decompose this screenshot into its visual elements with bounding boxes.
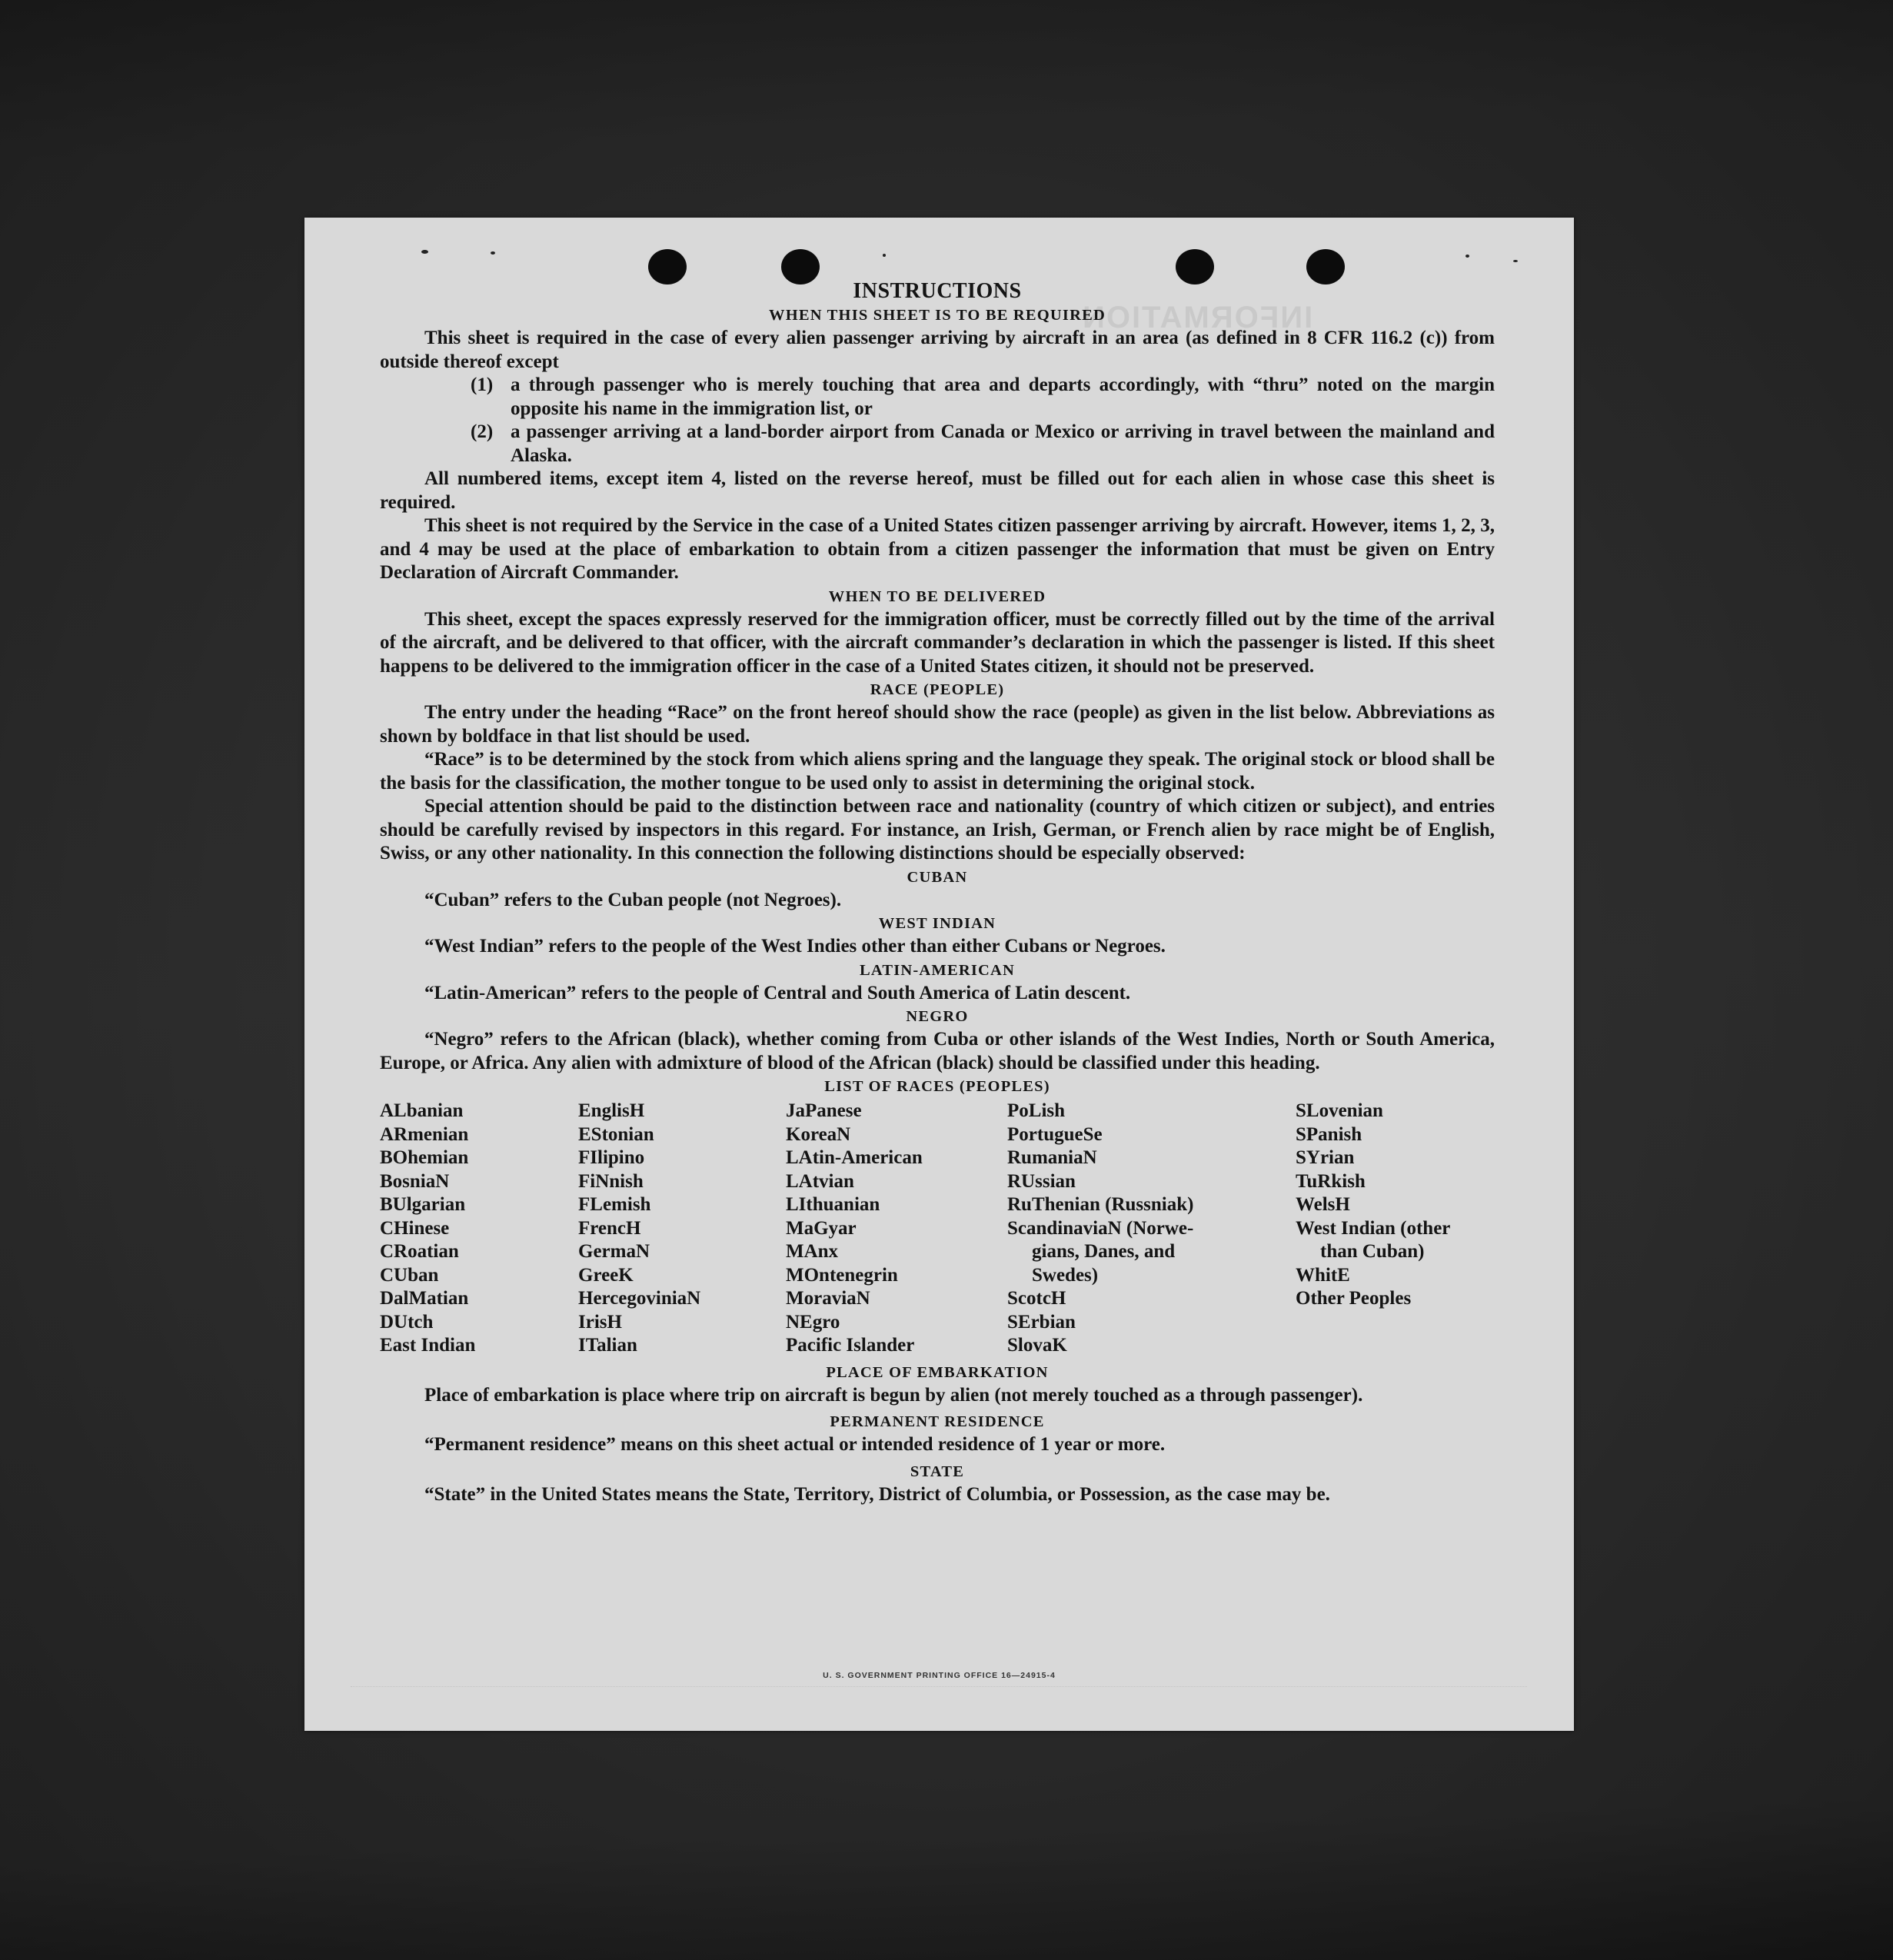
race-entry: GermaN: [578, 1241, 650, 1262]
required-intro: This sheet is required in the case of every alien passenger arriving by aircraft in an area (as defined in 8 CFR 116.2 (c)) from outside thereof except: [380, 328, 1495, 372]
speck: [491, 251, 495, 255]
race-entry: MaGyar: [786, 1217, 857, 1239]
west-indian-paragraph: “West Indian” refers to the people of the West Indies other than either Cubans or Negroes.: [424, 936, 1166, 957]
races-list: [380, 1100, 1495, 1358]
race-paragraph-2: “Race” is to be determined by the stock from which aliens spring and the language they speak. The original stock or blood shall be the basis for the classification, the mother tongue to be used only to assist in determining the original stock.: [380, 749, 1495, 794]
latin-american-paragraph: “Latin-American” refers to the people of Central and South America of Latin descent.: [424, 982, 1131, 1003]
printing-office-imprint: U. S. GOVERNMENT PRINTING OFFICE 16—24915-4: [823, 1671, 1056, 1680]
race-entry: LIthuanian: [786, 1194, 880, 1215]
exception-number: (1): [471, 374, 494, 395]
embarkation-paragraph: Place of embarkation is place where trip on aircraft is begun by alien (not merely touched as a through passenger).: [424, 1384, 1363, 1406]
race-entry: ITalian: [578, 1335, 637, 1356]
section-heading-required: WHEN THIS SHEET IS TO BE REQUIRED: [769, 307, 1106, 324]
race-entry: DUtch: [380, 1311, 434, 1333]
race-entry: ARmenian: [380, 1123, 469, 1145]
speck: [883, 254, 886, 257]
race-entry-continuation: than Cuban): [1320, 1241, 1425, 1262]
race-entry: MAnx: [786, 1241, 839, 1262]
race-entry: SLovenian: [1296, 1100, 1383, 1121]
document-page: [304, 218, 1574, 1731]
race-entry: MOntenegrin: [786, 1264, 898, 1286]
race-entry: BUlgarian: [380, 1194, 466, 1215]
exception-text: a passenger arriving at a land-border airport from Canada or Mexico or arriving in travel between the mainland and Alaska.: [511, 421, 1495, 466]
state-paragraph: “State” in the United States means the State, Territory, District of Columbia, or Possession, as the case may be.: [424, 1483, 1330, 1505]
delivered-paragraph: This sheet, except the spaces expressly reserved for the immigration officer, must be correctly filled out by the time of the arrival of the aircraft, and be delivered to that officer, with the aircraft commander’s declaration in which the passenger is listed. If this sheet happens to be delivered to the immigration officer in the case of a United States citizen, it should not be preserved.: [380, 608, 1495, 677]
residence-paragraph: “Permanent residence” means on this sheet actual or intended residence of 1 year or more.: [424, 1434, 1166, 1455]
section-heading-latin-american: LATIN-AMERICAN: [859, 961, 1016, 979]
race-entry: SPanish: [1296, 1123, 1362, 1145]
race-entry: WelsH: [1296, 1194, 1350, 1215]
race-entry: GreeK: [578, 1264, 634, 1286]
race-entry: RuThenian (Russniak): [1007, 1194, 1194, 1215]
race-paragraph-1: The entry under the heading “Race” on the front hereof should show the race (people) as given in the list below. Abbreviations as shown by boldface in that list should be used.: [380, 702, 1495, 747]
race-entry: ScotcH: [1007, 1288, 1066, 1309]
race-entry: FLemish: [578, 1194, 651, 1215]
required-paragraph-2: All numbered items, except item 4, listed on the reverse hereof, must be filled out for each alien in whose case this sheet is required.: [380, 468, 1495, 513]
race-entry-continuation: Swedes): [1032, 1264, 1099, 1286]
negro-paragraph: “Negro” refers to the African (black), whether coming from Cuba or other islands of the West Indies, North or South America, Europe, or Africa. Any alien with admixture of blood of the African (black) should be classified under this heading.: [380, 1029, 1495, 1073]
section-heading-race: RACE (PEOPLE): [870, 681, 1005, 698]
race-entry: BOhemian: [380, 1147, 469, 1168]
races-column-5: [1296, 1100, 1495, 1358]
bleed-through-lines: [351, 1686, 1527, 1718]
race-entry: EnglisH: [578, 1100, 645, 1121]
race-entry: Other Peoples: [1296, 1288, 1412, 1309]
race-entry: RumaniaN: [1007, 1147, 1097, 1168]
race-entry: TuRkish: [1296, 1170, 1366, 1192]
section-heading-state: STATE: [910, 1463, 965, 1480]
section-heading-list-of-races: LIST OF RACES (PEOPLES): [824, 1078, 1050, 1095]
race-entry: IrisH: [578, 1311, 622, 1333]
race-entry: BosniaN: [380, 1170, 450, 1192]
race-entry: West Indian (other: [1296, 1217, 1451, 1239]
exception-item: [471, 421, 1495, 468]
races-column-3: [786, 1100, 1007, 1358]
race-entry: LAtin-American: [786, 1147, 923, 1168]
race-entry: PortugueSe: [1007, 1123, 1103, 1145]
speck: [1513, 260, 1518, 262]
race-entry: SlovaK: [1007, 1335, 1067, 1356]
speck: [421, 250, 428, 254]
section-heading-embarkation: PLACE OF EMBARKATION: [826, 1363, 1049, 1381]
race-entry: FrencH: [578, 1217, 641, 1239]
race-entry: KoreaN: [786, 1123, 851, 1145]
race-entry: WhitE: [1296, 1264, 1350, 1286]
cuban-paragraph: “Cuban” refers to the Cuban people (not Negroes).: [424, 889, 842, 910]
races-column-2: [578, 1100, 786, 1358]
races-column-1: [380, 1100, 578, 1358]
races-column-4: [1007, 1100, 1296, 1358]
race-entry: CRoatian: [380, 1241, 459, 1262]
page-title: INSTRUCTIONS: [853, 279, 1022, 303]
race-entry-continuation: gians, Danes, and: [1032, 1241, 1176, 1262]
race-entry: NEgro: [786, 1311, 840, 1333]
race-entry: ScandinaviaN (Norwe-: [1007, 1217, 1194, 1239]
race-entry: East Indian: [380, 1335, 476, 1356]
race-entry: ALbanian: [380, 1100, 464, 1121]
race-entry: EStonian: [578, 1123, 654, 1145]
race-entry: LAtvian: [786, 1170, 854, 1192]
exception-item: [471, 374, 1495, 421]
race-entry: JaPanese: [786, 1100, 862, 1121]
race-entry: SYrian: [1296, 1147, 1355, 1168]
bleed-through-text: INFORMATION: [1081, 301, 1313, 334]
section-heading-delivered: WHEN TO BE DELIVERED: [828, 587, 1046, 605]
instructions-content: [380, 279, 1495, 1506]
required-paragraph-3: This sheet is not required by the Service in the case of a United States citizen passenger arriving by aircraft. However, items 1, 2, 3, and 4 may be used at the place of embarkation to obtain from a citizen passenger the information that must be given on Entry Declaration of Aircraft Commander.: [380, 515, 1495, 583]
section-heading-west-indian: WEST INDIAN: [878, 915, 996, 932]
race-entry: PoLish: [1007, 1100, 1066, 1121]
section-heading-cuban: CUBAN: [907, 868, 968, 886]
exception-text: a through passenger who is merely touching that area and departs accordingly, with “thru” noted on the margin opposite his name in the immigration list, or: [511, 374, 1495, 419]
race-entry: CUban: [380, 1264, 439, 1286]
section-heading-residence: PERMANENT RESIDENCE: [830, 1413, 1045, 1430]
speck: [1465, 255, 1469, 258]
race-entry: CHinese: [380, 1217, 450, 1239]
race-entry: DalMatian: [380, 1288, 469, 1309]
race-entry: RUssian: [1007, 1170, 1076, 1192]
race-entry: HercegoviniaN: [578, 1288, 701, 1309]
race-paragraph-3: Special attention should be paid to the distinction between race and nationality (country of which citizen or subject), and entries should be carefully revised by inspectors in this regard. For instance, an Irish, German, or French alien by race might be of English, Swiss, or any other nationality. In this connection the following distinctions should be especially observed:: [380, 796, 1495, 864]
race-entry: SErbian: [1007, 1311, 1076, 1333]
section-heading-negro: NEGRO: [906, 1008, 969, 1025]
exception-number: (2): [471, 421, 494, 442]
race-entry: FiNnish: [578, 1170, 644, 1192]
race-entry: MoraviaN: [786, 1288, 870, 1309]
race-entry: FIlipino: [578, 1147, 645, 1168]
race-entry: Pacific Islander: [786, 1335, 915, 1356]
